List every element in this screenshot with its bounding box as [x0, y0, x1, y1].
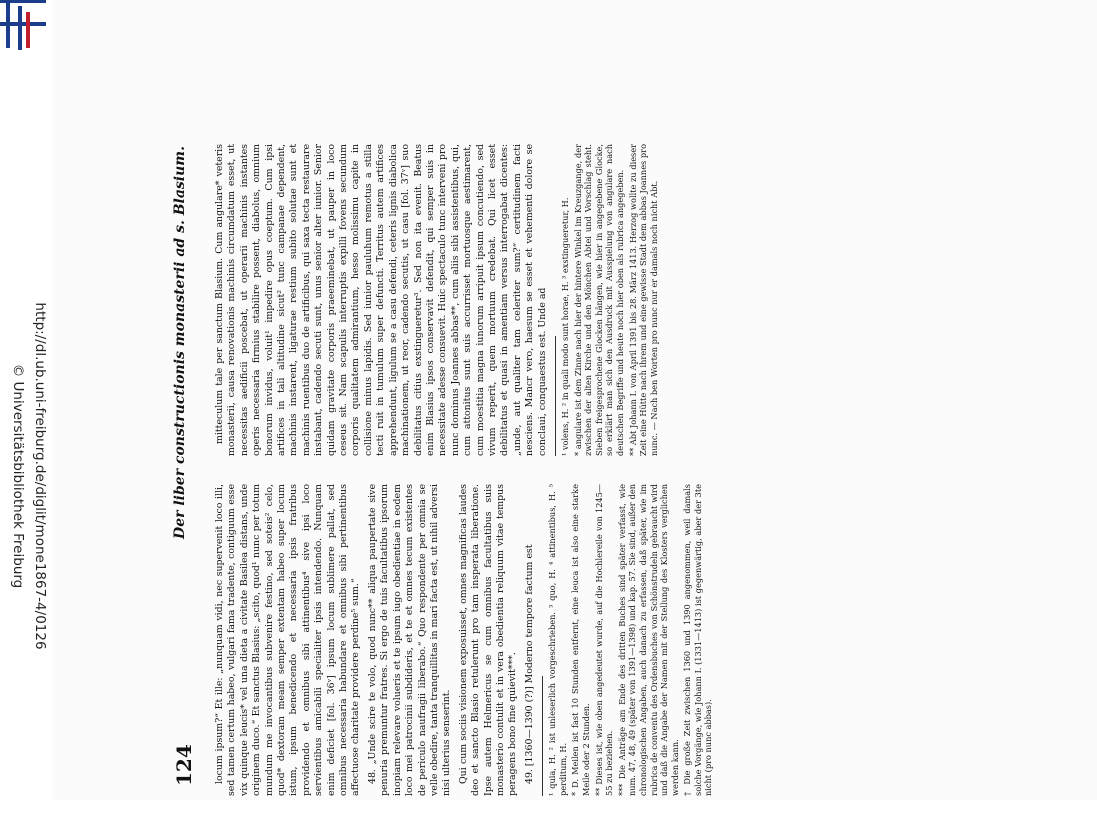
- footnote: * D. Meilen ist fast 10 Stunden entfernt, eine leuca ist also eine starke Meile oder 2 Stunden.: [570, 484, 591, 796]
- page-rotation: [154, 116, 994, 816]
- paragraph: Qui cum sociis visionem exposuisset, omnes magnificas laudes deo et sancto Blasio retulerunt pro tam insperata liberatione. Ipse autem Helmericus se cum omnibus facultatibus suis monasterio contulit et in vera obedientia reliquum vitae tempus peragens bono fine quievit***.: [457, 484, 519, 796]
- copyright-notice: © Universitätsbibliothek Freiburg: [10, 363, 26, 589]
- permalink-url[interactable]: http://dl.ub.uni-freiburg.de/diglit/mone1867-4/0126: [32, 302, 48, 650]
- text-column-left: [214, 484, 716, 796]
- paragraph: 48. „Unde scire te volo, quod nunc** aliqua paupertate sive penuria premuntur fratres. Si ergo de tuis facultatibus ipsorum inopiam relevare volueris et te ipsum iugo obedientiae in eodem loco mei patrocinii subdideris, et te et omnes tecum existentes de periculo naufragii liberabo.“ Quo respondente per omnia se velle obedire, tanta tranquillitas in mari facta est, ut nihil adversi nisi ulterius senserint.: [366, 484, 453, 796]
- sidebar: [0, 100, 52, 800]
- page-content: [154, 116, 994, 816]
- page-header: [172, 146, 196, 786]
- footnote: ** Abt Johann I. von April 1391 bis 28. März 1413. Herzog wollte zu dieser Zeit eine Hütte nach ihrem und eine gewisse Stadt dem abbas Joannes pro nunc. — Nach ben Worten pro nunc nur er damals noch nicht Abt.: [627, 144, 659, 456]
- university-library-logo: [0, 0, 46, 52]
- footnote-divider: [555, 336, 556, 456]
- page-number: 124: [172, 744, 196, 786]
- running-title: Der liber constructionis monasterii ad s. Blasium.: [172, 146, 188, 539]
- paragraph: mitteculum tale per sanctum Blasium. Cum angulare* veteris monasterii, causa renovationis machinis circumdatum esset, ut necessitas aedificii poscebat, ut operarii machinis instantes operis necessaria firmius stabilire possent, diabolus, omnium bonorum invidus, voluit¹ impedire opus coeptum. Cum ipsi artifices in tali altitudine sicut² tunc campanae dependent, machinis instarent, ligaturae restium subito solutae sunt et machinis ruentibus duo de artificibus, qui saxa tecta restaurare instabant, cadendo secuti sunt, unus senior alter iunior. Senior quidam gravitate corporis praeeminebat, ut pauper in loco ceseus sit. Nam scapulis interruptis expilli fovens secundum corporis qualitatem admirantium, hesso molissimu capite in collisione minus lapidis. Sed iunior pauluhum remotus a stilla tecti ruit in tumulum super defuncti. Territus autem artifices apprehendunt, ligulum se a casu defendi, ceteris lignis diabolica machinationem, ut reor, cadendo secutis, ut casu [fol. 37ᵛ] suo debilitatus citius exstingueretur³. Sed non ita evenit. Beatus enim Blasius ipsos conservavit defendit, qui semper suis in necessitate adesse consuevit. Huic spectaculo tunc interveni pro nunc dominus Joannes abbas**, cum aliis sibi assistentibus, qui, cum attonitus sunt suis accurrisset mortuosque aestimarent, cum moestitia magna iunorum arripuit ipsum concutiendo, sed vivum reperit, quem mortuum credebat. Qui licet esset debilitatus et quasi in amentiam versus interrogabat dicentes: „unde, aut qualiter tam celeriter sum?“ certitudinem facti nesciens. Mancr vero, haesum se esset et vehementi dolore se conclaui, conquaestus est. Unde ad: [214, 144, 548, 456]
- paragraph: locum ipsum?“ Et ille: „nunquam vidi, nec supervenit loco illi, sed tamen certum habeo, vulgari fama tradente, contiguum esse vix quinque leucis* vel una dieta a civitate Basilea distans, unde originem duco.“ Et sanctus Blasius: „scito, quod¹ nunc per totum mundum me invocantibus subvenire festino, sed soteis² celo, quod* dextoram meam semper extentam habeo super locum istum, ipsum benedicendo et necessaria ipsis fratribus providendo et omnibus sibi attinentibus⁴ sive ipsi loco servientibus amicabili specialiter ipsis intendendo. Nunquam enim deficiet [fol. 36ᵛ] ipsum locum sublimere pallat, sed omnibus necessaria habundare et omnibus sibi pertinentibus affectuose charitate providere perdine⁵ sum.“: [214, 484, 362, 796]
- footnote: ¹ volens, H. ² in quali modo sunt horae, H. ³ exstingueretur, H.: [559, 197, 570, 456]
- document-page: [154, 116, 994, 816]
- footnote: † Die große Zeit zwischen 1360 und 1390 angenommen, weil damals solche Vorgänge, wie Johann I. (1331—1413) ist gegenwärtig, aber der 3te nicht (pro nunc abbas).: [682, 484, 714, 796]
- text-column-right: [214, 144, 661, 456]
- footnote: ¹ quia, H. ² ist unleserlich vorgeschrieben. ³ quo, H. ⁴ attinentibus, H. ⁵ perditum, H.: [547, 484, 568, 796]
- footnote: ** Dieses ist, wie oben angedeutet wurde, auf die Hochlereile von 1245—55 zu beziehen.: [593, 484, 615, 796]
- sidebar-citation: [0, 131, 51, 821]
- paragraph: 49. [1360—1390 (?)] Moderno tempore factum est: [523, 544, 535, 784]
- footnote-divider: [542, 676, 543, 796]
- footnote: *** Die Anträge am Ende des dritten Buches sind später verfasst, wie num. 47, 48, 49 (später von 1391—1398) und kap. 57. Sie sind, außer den chronologischen Angaben, auch danach zu erfassen, daß später, wie im rubrica de conventu des Ordensbuches von Schönstrudeln gebraucht wird und daß die Angabe der Namen mit der Stellung des Klosters verglichen werden kann.: [616, 484, 680, 796]
- footnote: * angulare ist dem Zinne nach hier der hintere Winkel im Kreuzgange, der zwischen der alten Kirche und den Mönchen Abtei und Vorschlag steht. Sieben freigesprochene Glocken hängen, wie hier in angegebene Glocke, so erklärt man sich den Ausdruck mit Ausspielung von angulare nach deutschen Begriffe und heute noch hier oben als rubrica angegeben.: [572, 144, 625, 456]
